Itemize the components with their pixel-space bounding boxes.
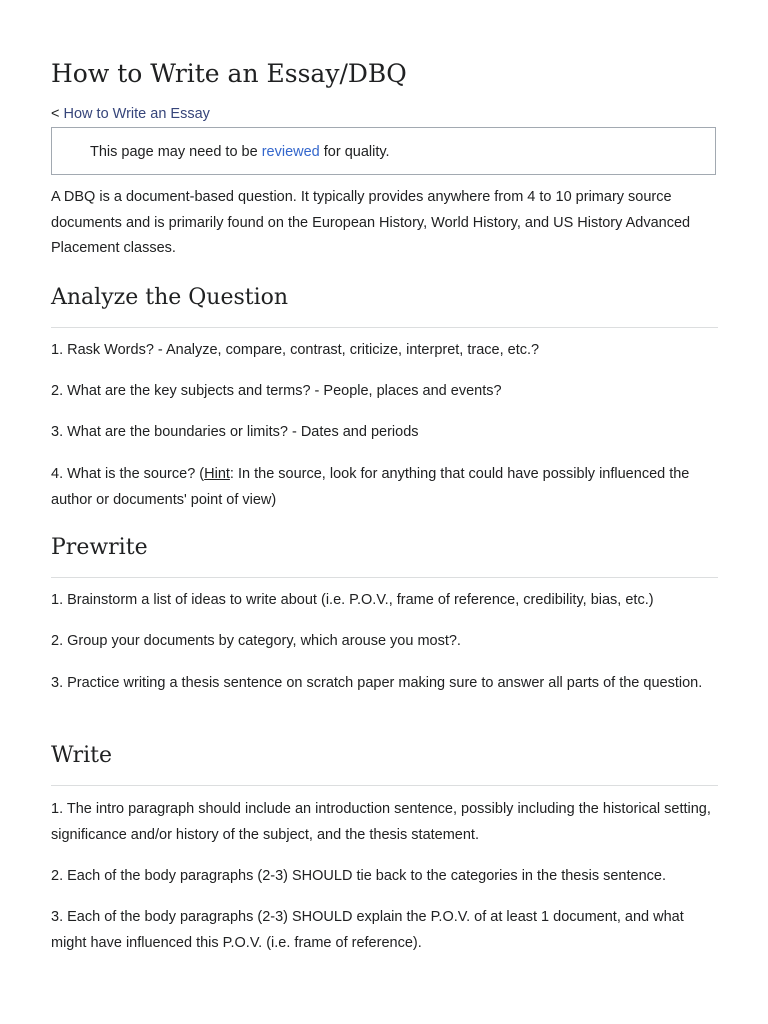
notice-text-after: for quality.: [319, 144, 390, 160]
list-item: 1. Brainstorm a list of ideas to write about (i.e. P.O.V., frame of reference, credibility, bias, etc.): [51, 592, 654, 608]
list-item: [51, 462, 718, 513]
breadcrumb: [51, 104, 210, 124]
section-heading-write: Write: [51, 743, 113, 768]
list-item: 3. What are the boundaries or limits? - Dates and periods: [51, 424, 419, 440]
section-divider: [51, 785, 718, 786]
item4-text-after: : In the source, look for anything that could have possibly influenced the author or documents' point of view): [51, 466, 690, 508]
list-item: 2. Group your documents by category, which arouse you most?.: [51, 633, 461, 649]
notice-text-before: This page may need to be: [90, 144, 262, 160]
hint-abbreviation: Hint: [204, 466, 230, 482]
intro-paragraph: A DBQ is a document-based question. It typically provides anywhere from 4 to 10 primary source documents and is primarily found on the European History, World History, and US History Advanced Placement classes.: [51, 189, 691, 256]
breadcrumb-prefix: <: [51, 106, 60, 122]
section-heading-analyze: Analyze the Question: [51, 285, 289, 310]
section-divider: [51, 327, 718, 328]
reviewed-link[interactable]: reviewed: [261, 144, 320, 160]
section-divider: [51, 577, 718, 578]
quality-notice-text: [90, 142, 390, 162]
breadcrumb-link-parent[interactable]: How to Write an Essay: [63, 106, 210, 122]
list-item: 1. Rask Words? - Analyze, compare, contrast, criticize, interpret, trace, etc.?: [51, 342, 540, 358]
page-title: How to Write an Essay/DBQ: [51, 59, 407, 88]
list-item: 1. The intro paragraph should include an introduction sentence, possibly including the historical setting, significance and/or history of the subject, and the thesis statement.: [51, 801, 711, 843]
quality-notice-box: [51, 127, 716, 175]
list-item: 2. Each of the body paragraphs (2-3) SHOULD tie back to the categories in the thesis sentence.: [51, 868, 666, 884]
section-heading-prewrite: Prewrite: [51, 535, 148, 560]
item4-text-before: 4. What is the source? (: [51, 466, 205, 482]
list-item: 2. What are the key subjects and terms? - People, places and events?: [51, 383, 502, 399]
list-item: 3. Each of the body paragraphs (2-3) SHOULD explain the P.O.V. of at least 1 document, and what might have influenced this P.O.V. (i.e. frame of reference).: [51, 909, 684, 951]
list-item: 3. Practice writing a thesis sentence on scratch paper making sure to answer all parts of the question.: [51, 675, 703, 691]
